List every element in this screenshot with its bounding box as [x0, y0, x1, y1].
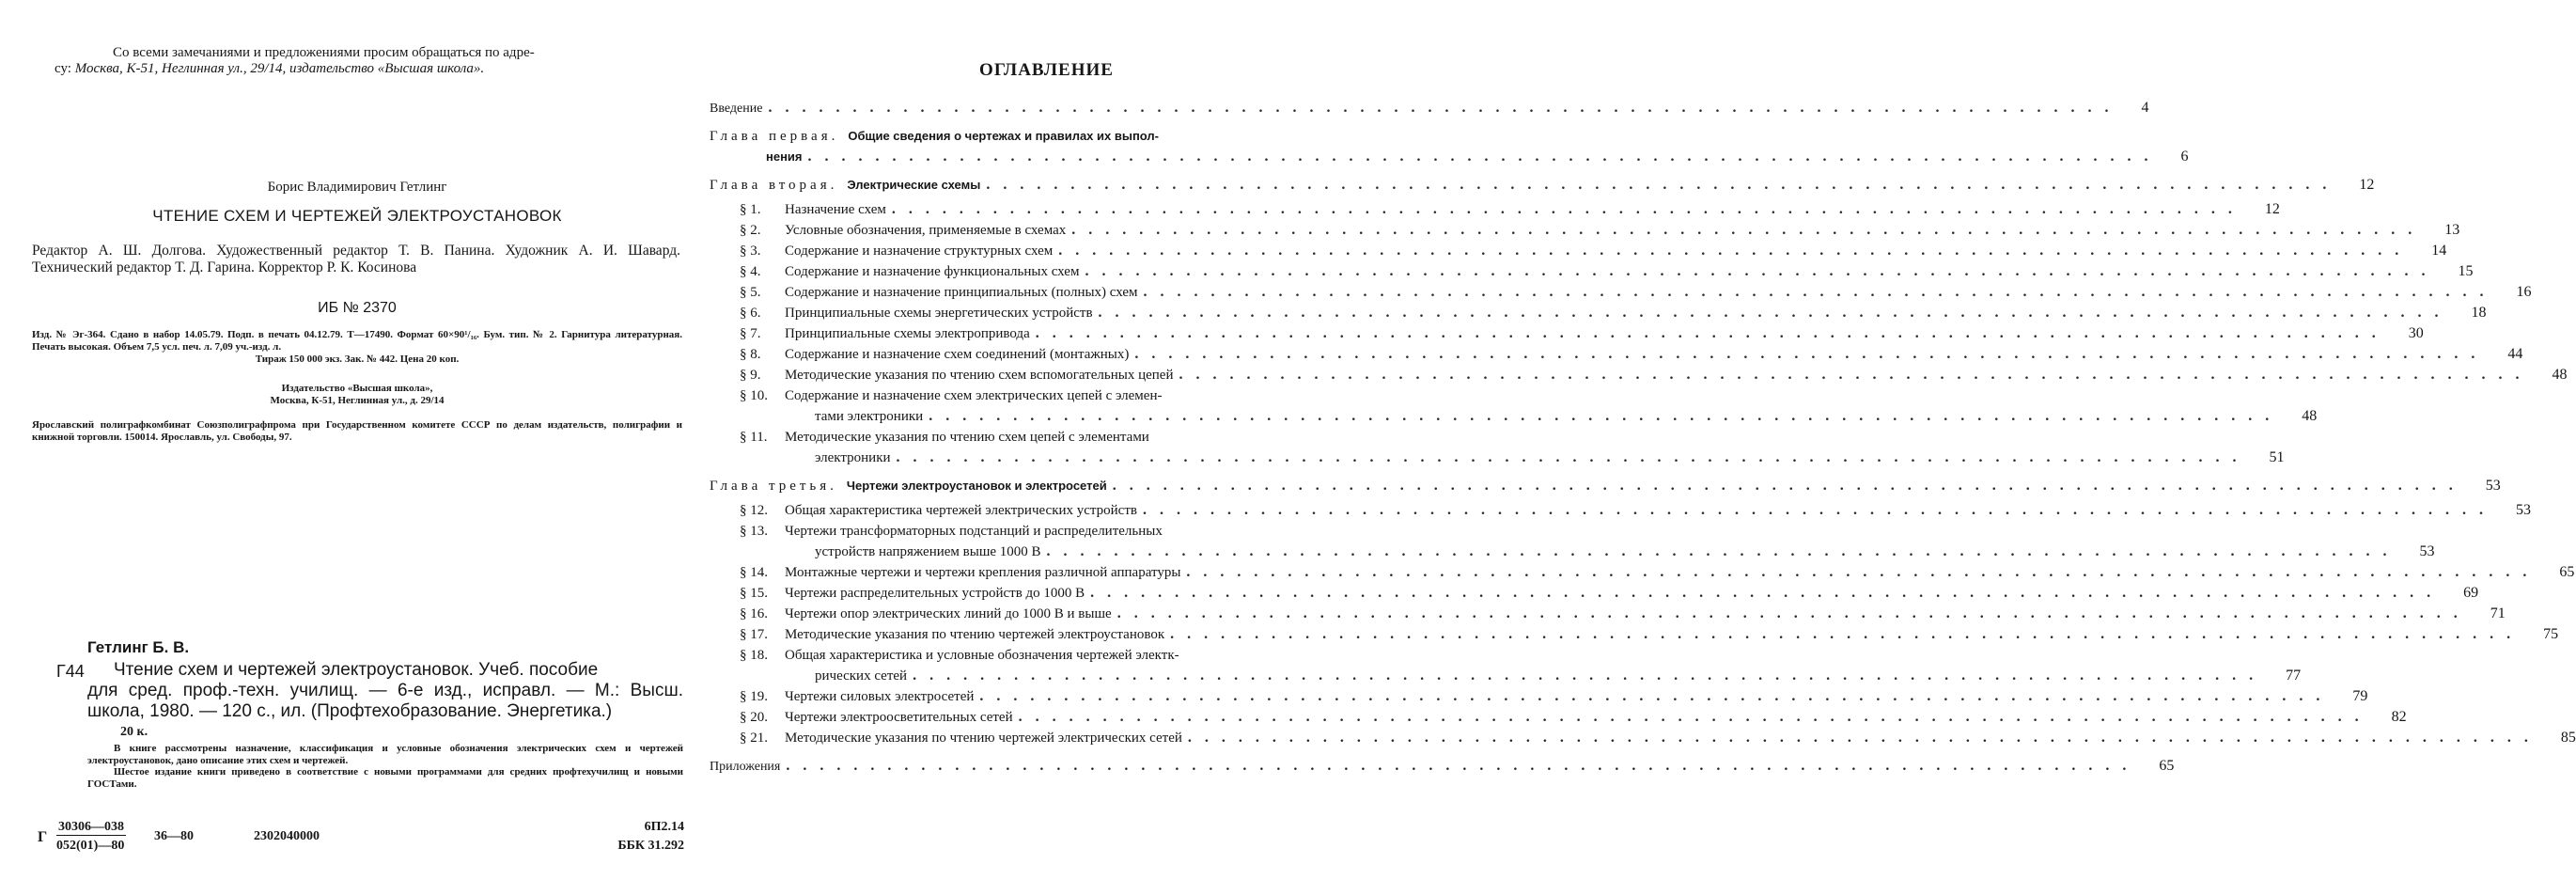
- toc-section[interactable]: [710, 303, 2487, 323]
- chapter-title: Чертежи электроустановок и электросетей: [846, 479, 1107, 493]
- toc-section[interactable]: [710, 583, 2479, 604]
- leader-dots: . . . . . . . . . . . . . . . . . . . . . . . . . . . . . . . . . . . . . . . . . . . . . . . . . . . . . . . . . . . . . . . . . . . . . . . . . . . . . . . .: [1170, 626, 2516, 642]
- right-page: [700, 0, 2576, 880]
- publisher-name: Издательство «Высшая школа»,: [281, 383, 433, 394]
- toc-page-number: 4: [2141, 100, 2149, 116]
- publisher-address: Москва, К-51, Неглинная ул., д. 29/14: [270, 395, 445, 406]
- section-title: Монтажные чертежи и чертежи крепления различной аппаратуры: [785, 565, 1181, 580]
- toc-section-10[interactable]: [710, 385, 2318, 427]
- toc-section[interactable]: [710, 562, 2575, 583]
- leader-dots: . . . . . . . . . . . . . . . . . . . . . . . . . . . . . . . . . . . . . . . . . . . . . . . . . . . . . . . . . . . . . . . . . . . . . . . . . . . . . . . .: [986, 177, 2332, 193]
- section-title: Содержание и назначение схем соединений (монтажных): [785, 347, 1130, 362]
- toc-intro-title: Введение: [710, 102, 763, 116]
- chapter-label: Глава вторая.: [710, 178, 838, 193]
- section-title: Содержание и назначение принципиальных (полных) схем: [785, 285, 1138, 300]
- toc-title: ОГЛАВЛЕНИЕ: [979, 60, 1114, 80]
- toc-page-number: 14: [2431, 243, 2447, 259]
- leader-dots: . . . . . . . . . . . . . . . . . . . . . . . . . . . . . . . . . . . . . . . . . . . . . . . . . . . . . . . . . . . . . . . . . . . . . . . . . . . . . . . .: [1112, 478, 2458, 494]
- catalog-price: 20 к.: [120, 725, 148, 739]
- editors-credits: Редактор А. Ш. Долгова. Художественный редактор Т. В. Панина. Художник А. И. Шавард. Технический редактор Т. Д. Гарина. Корректор Р. К. Косинова: [32, 243, 680, 275]
- section-number: § 16.: [740, 606, 768, 621]
- leader-dots: . . . . . . . . . . . . . . . . . . . . . . . . . . . . . . . . . . . . . . . . . . . . . . . . . . . . . . . . . . . . . . . . . . . . . . . . . . . . . . . .: [1179, 367, 2524, 383]
- catalog-author: Гетлинг Б. В.: [87, 638, 190, 656]
- toc-page-number: 85: [2560, 730, 2576, 746]
- notice-prefix: су:: [55, 61, 71, 76]
- section-number: § 21.: [740, 731, 768, 746]
- toc-page-number: 65: [2159, 758, 2175, 774]
- section-title: Чертежи силовых электросетей: [785, 689, 975, 704]
- leader-dots: . . . . . . . . . . . . . . . . . . . . . . . . . . . . . . . . . . . . . . . . . . . . . . . . . . . . . . . . . . . . . . . . . . . . . . . . . . . . . . . .: [1035, 325, 2381, 341]
- fraction-numerator: 30306—038: [58, 820, 124, 834]
- toc-section-11[interactable]: [710, 427, 2285, 468]
- section-title-cont: устройств напряжением выше 1000 В: [815, 544, 1041, 559]
- toc-section[interactable]: [710, 199, 2280, 220]
- leader-dots: . . . . . . . . . . . . . . . . . . . . . . . . . . . . . . . . . . . . . . . . . . . . . . . . . . . . . . . . . . . . . . . . . . . . . . . . . . . . . . . .: [929, 408, 2274, 424]
- toc-section[interactable]: [710, 686, 2368, 707]
- leader-dots: . . . . . . . . . . . . . . . . . . . . . . . . . . . . . . . . . . . . . . . . . . . . . . . . . . . . . . . . . . . . . . . . . . . . . . . . . . . . . . . .: [1098, 305, 2443, 321]
- leader-dots: . . . . . . . . . . . . . . . . . . . . . . . . . . . . . . . . . . . . . . . . . . . . . . . . . . . . . . . . . . . . . . . . . . . . . . . . . . . . . . . .: [1187, 730, 2533, 746]
- toc-section[interactable]: [710, 707, 2407, 728]
- section-title: Методические указания по чтению схем цепей с элементами: [785, 430, 1149, 445]
- ib-number: ИБ № 2370: [318, 300, 397, 316]
- udc-code: 6П2.14: [644, 820, 684, 834]
- leader-dots: . . . . . . . . . . . . . . . . . . . . . . . . . . . . . . . . . . . . . . . . . . . . . . . . . . . . . . . . . . . . . . . . . . . . . . . . . . . . . . . .: [768, 100, 2114, 116]
- toc-page-number: 30: [2408, 325, 2424, 341]
- toc-page-number: 53: [2515, 502, 2531, 518]
- leader-dots: . . . . . . . . . . . . . . . . . . . . . . . . . . . . . . . . . . . . . . . . . . . . . . . . . . . . . . . . . . . . . . . . . . . . . . . . . . . . . . . .: [896, 449, 2241, 465]
- chapter-label: Глава первая.: [710, 129, 839, 144]
- section-number: § 11.: [740, 430, 768, 445]
- leader-dots: . . . . . . . . . . . . . . . . . . . . . . . . . . . . . . . . . . . . . . . . . . . . . . . . . . . . . . . . . . . . . . . . . . . . . . . . . . . . . . . .: [979, 688, 2325, 704]
- section-title: Назначение схем: [785, 202, 886, 217]
- section-number: § 15.: [740, 586, 768, 601]
- section-title: Общая характеристика чертежей электрических устройств: [785, 503, 1137, 518]
- abstract-paragraph-1: В книге рассмотрены назначение, классификация и условные обозначения электрических схем и чертежей электроустановок, дано описание этих схем и чертежей.: [87, 743, 683, 766]
- toc-chapter-1[interactable]: [710, 126, 2189, 167]
- section-title: Чертежи трансформаторных подстанций и распределительных: [785, 524, 1163, 539]
- leader-dots: . . . . . . . . . . . . . . . . . . . . . . . . . . . . . . . . . . . . . . . . . . . . . . . . . . . . . . . . . . . . . . . . . . . . . . . . . . . . . . . .: [1071, 222, 2417, 238]
- fraction-denominator: 052(01)—80: [56, 839, 125, 853]
- leader-dots: . . . . . . . . . . . . . . . . . . . . . . . . . . . . . . . . . . . . . . . . . . . . . . . . . . . . . . . . . . . . . . . . . . . . . . . . . . . . . . . .: [786, 758, 2131, 774]
- toc-page-number: 75: [2543, 626, 2559, 642]
- section-number: § 4.: [740, 264, 761, 279]
- section-title: Содержание и назначение схем электрических цепей с элемен-: [785, 388, 1163, 403]
- toc-page-number: 13: [2444, 222, 2460, 238]
- toc-chapter-3[interactable]: [710, 476, 2501, 496]
- toc-section[interactable]: [710, 323, 2424, 344]
- toc-page-number: 53: [2485, 478, 2501, 494]
- toc-page-number: 48: [2552, 367, 2568, 383]
- section-title-cont: рических сетей: [815, 668, 908, 684]
- chapter-label: Глава третья.: [710, 479, 837, 494]
- printer-info: Ярославский полиграфкомбинат Союзполиграфпрома при Государственном комитете СССР по делам издательств, полиграфии и книжной торговли. 150014. Ярославль, ул. Свободы, 97.: [32, 419, 682, 443]
- catalog-code: Г44: [56, 662, 85, 681]
- section-number: § 14.: [740, 565, 768, 580]
- toc-page-number: 77: [2286, 668, 2302, 684]
- leader-dots: . . . . . . . . . . . . . . . . . . . . . . . . . . . . . . . . . . . . . . . . . . . . . . . . . . . . . . . . . . . . . . . . . . . . . . . . . . . . . . . .: [913, 668, 2258, 684]
- toc-page-number: 18: [2471, 305, 2487, 321]
- catalog-line-2: для сред. проф.-техн. училищ. — 6-е изд., исправл. — М.: Высш.: [87, 681, 683, 700]
- section-number: § 5.: [740, 285, 761, 300]
- reader-notice: [55, 45, 656, 77]
- leader-dots: . . . . . . . . . . . . . . . . . . . . . . . . . . . . . . . . . . . . . . . . . . . . . . . . . . . . . . . . . . . . . . . . . . . . . . . . . . . . . . . .: [1085, 263, 2430, 279]
- section-number: § 1.: [740, 202, 761, 217]
- leader-dots: . . . . . . . . . . . . . . . . . . . . . . . . . . . . . . . . . . . . . . . . . . . . . . . . . . . . . . . . . . . . . . . . . . . . . . . . . . . . . . . .: [1134, 346, 2480, 362]
- toc-page-number: 12: [2359, 177, 2375, 193]
- toc-page-number: 65: [2559, 564, 2575, 580]
- section-number: § 9.: [740, 368, 761, 383]
- section-title: Содержание и назначение структурных схем: [785, 244, 1054, 259]
- section-number: § 8.: [740, 347, 761, 362]
- section-number: § 17.: [740, 627, 768, 642]
- section-title: Условные обозначения, применяемые в схемах: [785, 223, 1067, 238]
- leader-dots: . . . . . . . . . . . . . . . . . . . . . . . . . . . . . . . . . . . . . . . . . . . . . . . . . . . . . . . . . . . . . . . . . . . . . . . . . . . . . . . .: [1090, 585, 2436, 601]
- toc-appendix-title: Приложения: [710, 760, 781, 774]
- section-number: § 2.: [740, 223, 761, 238]
- toc-page-number: 82: [2391, 709, 2407, 725]
- leader-dots: . . . . . . . . . . . . . . . . . . . . . . . . . . . . . . . . . . . . . . . . . . . . . . . . . . . . . . . . . . . . . . . . . . . . . . . . . . . . . . . .: [1116, 605, 2462, 621]
- toc-section[interactable]: [710, 220, 2460, 241]
- notice-line-1: Со всеми замечаниями и предложениями просим обращаться по адре-: [113, 45, 535, 60]
- section-title: Методические указания по чтению схем вспомогательных цепей: [785, 368, 1174, 383]
- section-title-cont: электроники: [815, 450, 891, 465]
- imprint-line-2: Тираж 150 000 экз. Зак. № 442. Цена 20 коп.: [255, 354, 460, 365]
- toc-page-number: 12: [2264, 201, 2280, 217]
- toc-section[interactable]: [710, 241, 2447, 261]
- section-number: § 6.: [740, 306, 761, 321]
- toc-section-18[interactable]: [710, 645, 2302, 686]
- section-title: Чертежи распределительных устройств до 1000 В: [785, 586, 1085, 601]
- leader-dots: . . . . . . . . . . . . . . . . . . . . . . . . . . . . . . . . . . . . . . . . . . . . . . . . . . . . . . . . . . . . . . . . . . . . . . . . . . . . . . . .: [891, 201, 2237, 217]
- toc-page-number: 44: [2507, 346, 2523, 362]
- toc-section[interactable]: [710, 261, 2474, 282]
- imprint-line-1: Изд. № Эг-364. Сдано в набор 14.05.79. Подп. в печать 04.12.79. Т—17490. Формат 60×90¹/₁₆. Бум. тип. № 2. Гарнитура литературная. Печать высокая. Объем 7,5 усл. печ. л. 7,09 уч.-изд. л.: [32, 329, 682, 353]
- toc-chapter-2[interactable]: [710, 175, 2375, 196]
- publisher-block: [0, 383, 714, 407]
- section-title-cont: тами электроники: [815, 409, 924, 424]
- section-title: Методические указания по чтению чертежей электрических сетей: [785, 731, 1182, 746]
- leader-dots: . . . . . . . . . . . . . . . . . . . . . . . . . . . . . . . . . . . . . . . . . . . . . . . . . . . . . . . . . . . . . . . . . . . . . . . . . . . . . . . .: [1142, 502, 2488, 518]
- leader-dots: . . . . . . . . . . . . . . . . . . . . . . . . . . . . . . . . . . . . . . . . . . . . . . . . . . . . . . . . . . . . . . . . . . . . . . . . . . . . . . . .: [1046, 543, 2392, 559]
- catalog-abstract: [87, 743, 683, 790]
- toc-section[interactable]: [710, 282, 2532, 303]
- section-title: Чертежи электроосветительных сетей: [785, 710, 1013, 725]
- left-page: [0, 0, 691, 880]
- section-title: Принципиальные схемы электропривода: [785, 326, 1030, 341]
- section-title: Содержание и назначение функциональных схем: [785, 264, 1080, 279]
- toc-section[interactable]: [710, 344, 2523, 365]
- section-title: Методические указания по чтению чертежей электроустановок: [785, 627, 1165, 642]
- toc-page-number: 15: [2458, 263, 2474, 279]
- toc-section[interactable]: [710, 365, 2568, 385]
- catalog-number: 2302040000: [254, 829, 320, 843]
- toc-appendix[interactable]: [710, 756, 2175, 777]
- chapter-title-cont: нения: [766, 149, 803, 164]
- fraction-letter: Г: [38, 829, 48, 845]
- toc-intro[interactable]: [710, 98, 2149, 118]
- table-of-contents: [710, 98, 2576, 777]
- toc-page-number: 69: [2463, 585, 2479, 601]
- toc-page-number: 51: [2269, 449, 2285, 465]
- toc-section[interactable]: [710, 728, 2576, 748]
- section-number: § 7.: [740, 326, 761, 341]
- leader-dots: . . . . . . . . . . . . . . . . . . . . . . . . . . . . . . . . . . . . . . . . . . . . . . . . . . . . . . . . . . . . . . . . . . . . . . . . . . . . . . . .: [1058, 243, 2404, 259]
- toc-page-number: 79: [2352, 688, 2368, 704]
- author-name: Борис Владимирович Гетлинг: [267, 180, 447, 195]
- section-title: Чертежи опор электрических линий до 1000 В и выше: [785, 606, 1112, 621]
- section-title: Общая характеристика и условные обозначения чертежей электк-: [785, 648, 1179, 663]
- bbk-code: ББК 31.292: [617, 839, 684, 853]
- section-number: § 3.: [740, 244, 761, 259]
- section-title: Принципиальные схемы энергетических устройств: [785, 306, 1093, 321]
- section-number: § 18.: [740, 648, 768, 663]
- notice-address: Москва, К-51, Неглинная ул., 29/14, издательство «Высшая школа».: [74, 61, 485, 76]
- leader-dots: . . . . . . . . . . . . . . . . . . . . . . . . . . . . . . . . . . . . . . . . . . . . . . . . . . . . . . . . . . . . . . . . . . . . . . . . . . . . . . . .: [807, 149, 2153, 165]
- toc-page-number: 6: [2180, 149, 2189, 165]
- imprint-block: [32, 329, 682, 366]
- section-number: § 19.: [740, 689, 768, 704]
- toc-page-number: 53: [2419, 543, 2435, 559]
- toc-page-number: 48: [2302, 408, 2318, 424]
- leader-dots: . . . . . . . . . . . . . . . . . . . . . . . . . . . . . . . . . . . . . . . . . . . . . . . . . . . . . . . . . . . . . . . . . . . . . . . . . . . . . . . .: [1186, 564, 2532, 580]
- fraction-year: 36—80: [154, 829, 194, 843]
- section-number: § 12.: [740, 503, 768, 518]
- section-number: § 10.: [740, 388, 768, 403]
- toc-page-number: 71: [2490, 605, 2506, 621]
- section-number: § 13.: [740, 524, 768, 539]
- toc-section[interactable]: [710, 624, 2559, 645]
- section-number: § 20.: [740, 710, 768, 725]
- catalog-description: [87, 660, 683, 722]
- leader-dots: . . . . . . . . . . . . . . . . . . . . . . . . . . . . . . . . . . . . . . . . . . . . . . . . . . . . . . . . . . . . . . . . . . . . . . . . . . . . . . . .: [1143, 284, 2489, 300]
- toc-section-12[interactable]: [710, 500, 2531, 521]
- abstract-paragraph-2: Шестое издание книги приведено в соответствие с новыми программами для средних профтехучилищ и новыми ГОСТами.: [87, 766, 683, 790]
- leader-dots: . . . . . . . . . . . . . . . . . . . . . . . . . . . . . . . . . . . . . . . . . . . . . . . . . . . . . . . . . . . . . . . . . . . . . . . . . . . . . . . .: [1018, 709, 2364, 725]
- book-title: ЧТЕНИЕ СХЕМ И ЧЕРТЕЖЕЙ ЭЛЕКТРОУСТАНОВОК: [152, 207, 562, 225]
- catalog-line-3: школа, 1980. — 120 с., ил. (Профтехобразование. Энергетика.): [87, 701, 613, 721]
- toc-section[interactable]: [710, 604, 2506, 624]
- chapter-title: Общие сведения о чертежах и правилах их выпол-: [848, 129, 1160, 143]
- toc-page-number: 16: [2516, 284, 2532, 300]
- chapter-title: Электрические схемы: [847, 178, 981, 192]
- catalog-line-1: Чтение схем и чертежей электроустановок. Учеб. пособие: [114, 660, 599, 680]
- toc-section-13[interactable]: [710, 521, 2435, 562]
